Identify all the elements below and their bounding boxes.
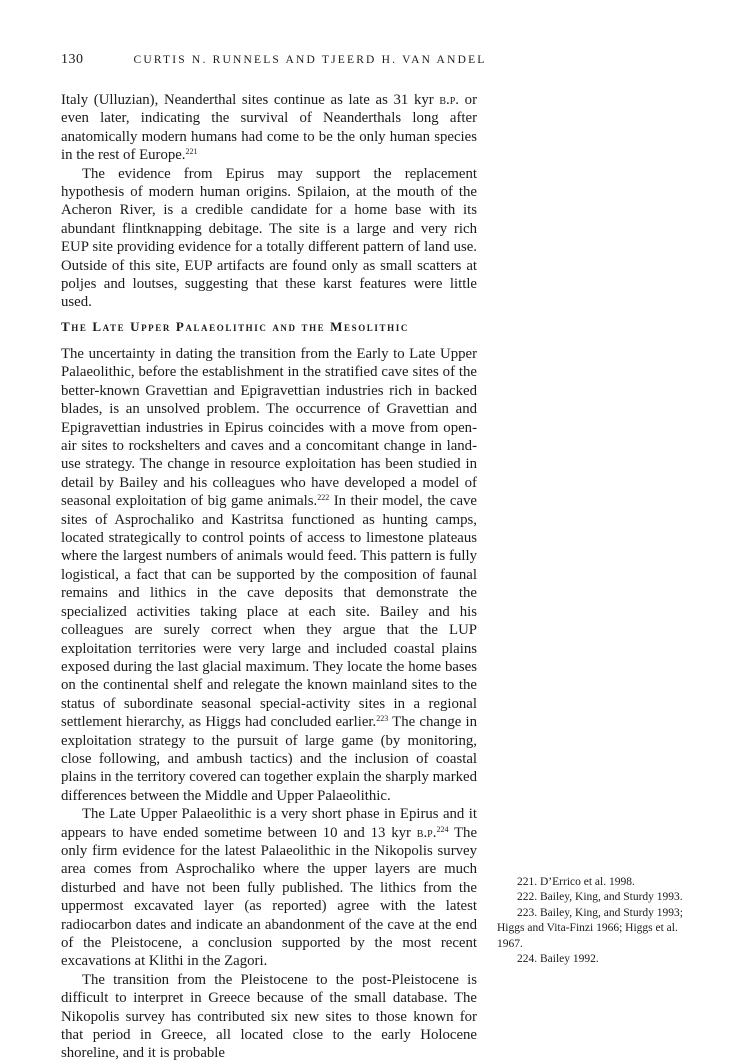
- bp-abbrev: b.p.: [416, 824, 437, 841]
- paragraph-3-text-a: The uncertainty in dating the transition from the Early to Late Upper Palaeolithic, before the establishment in the stratified cave sites of the better-known Gravettian and Epigravettian industries rich in backed blades, is an unsolved problem. The occurrence of Gravettian and Epigravettian industries in Epirus coincides with a move from open-air sites to rockshelters and caves and a concomitant change in land-use strategy. The change in resource exploitation has been studied in detail by Bailey and his colleagues who have developed a model of seasonal exploitation of big game animals.: [61, 346, 477, 510]
- paragraph-3-text-c: The change in exploitation strategy to the pursuit of large game (by monitoring, close following, and ambush tactics) and the inclusion of coastal plains in the territory covered can together explain the sharply marked differences between the Middle and Upper Palaeolithic.: [61, 714, 478, 804]
- footnote-221: 221. D’Errico et al. 1998.: [517, 876, 635, 888]
- footnote-223: 223. Bailey, King, and Sturdy 1993; Higgs and Vita-Finzi 1966; Higgs et al. 1967.: [497, 906, 683, 950]
- paragraph-5: The transition from the Pleistocene to the post-Pleistocene is difficult to interpret in Greece because of the small database. The Nikopolis survey has contributed six new sites to those known for that period in Greece, all located close to the early Holocene shoreline, and it is probable: [61, 971, 477, 1062]
- paragraph-1: [61, 91, 477, 165]
- paragraph-1-text-b: or even later, indicating the survival of Neanderthals long after anatomically modern humans had come to be the only human species in the rest of Europe.: [61, 92, 478, 164]
- bp-abbrev: b.p.: [439, 92, 460, 108]
- footnote-ref-224[interactable]: 224: [436, 824, 449, 834]
- footnote-ref-222[interactable]: 222: [317, 493, 330, 503]
- section-heading: The Late Upper Palaeolithic and the Mesolithic: [61, 319, 409, 334]
- body-text-main: [61, 345, 477, 1063]
- paragraph-3-text-b: In their model, the cave sites of Asprochaliko and Kastritsa functioned as hunting camps, located strategically to control points of access to limestone plateaus where the largest numbers of animals would feed. This pattern is fully logistical, a fact that can be supported by the composition of faunal remains and lithics in the cave deposits that demonstrate the specialized activities taking place at each site. Bailey and his colleagues are surely correct when they argue that the LUP exploitation territories were very large and included coastal plains exposed during the last glacial maximum. They locate the home bases on the continental shelf and relegate the known mainland sites to the status of subordinate seasonal special-activity sites in a regional settlement hierarchy, as Higgs had concluded earlier.: [61, 493, 477, 731]
- paragraph-4: [61, 805, 477, 971]
- running-head: CURTIS N. RUNNELS AND TJEERD H. VAN ANDEL: [133, 54, 487, 66]
- footnotes: [497, 875, 692, 967]
- paragraph-4-text-b: The only firm evidence for the latest Palaeolithic in the Nikopolis survey area comes from Asprochaliko where the upper layers are much disturbed and have not been fully published. The lithics from the uppermost excavated layer (as reported) agree with the latest radiocarbon dates and indicate an abandonment of the cave at the end of the Pleistocene, a conclusion supported by the most recent excavations at Klithi in the Zagori.: [61, 824, 478, 970]
- footnote-224: 224. Bailey 1992.: [517, 953, 599, 966]
- footnote-222: 222. Bailey, King, and Sturdy 1993.: [517, 891, 683, 904]
- paragraph-4-text-a: The Late Upper Palaeolithic is a very short phase in Epirus and it appears to have ended sometime between 10 and 13 kyr: [61, 806, 477, 841]
- paragraph-1-text-a: Italy (Ulluzian), Neanderthal sites continue as late as 31 kyr: [61, 92, 440, 108]
- paragraph-3: [61, 345, 477, 805]
- page-number: 130: [61, 52, 84, 67]
- footnote-ref-221[interactable]: 221: [185, 147, 198, 157]
- footnote-ref-223[interactable]: 223: [376, 714, 389, 724]
- body-text-top: [61, 91, 477, 312]
- paragraph-2: The evidence from Epirus may support the replacement hypothesis of modern human origins. Spilaion, at the mouth of the Acheron River, is a credible candidate for a home base with its abundant flintknapping debitage. The site is a large and very rich EUP site providing evidence for a totally different pattern of land use. Outside of this site, EUP artifacts are found only as small scatters at poljes and loutses, suggesting that these karst features were little used.: [61, 165, 477, 311]
